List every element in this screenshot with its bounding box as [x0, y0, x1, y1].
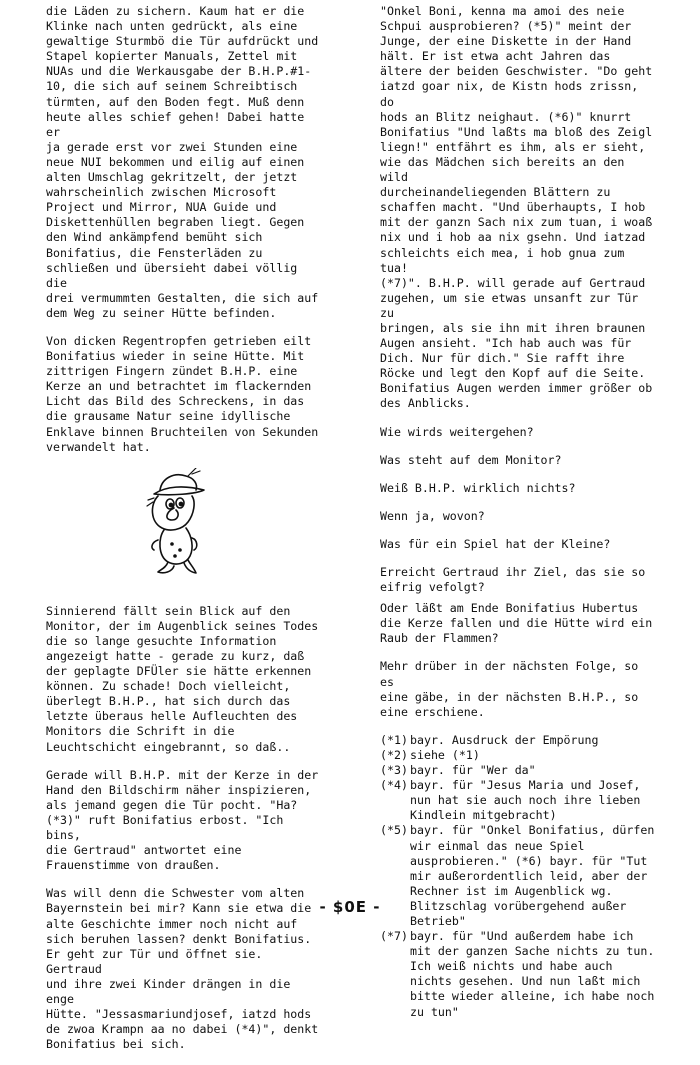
- left-paragraph-4: Gerade will B.H.P. mit der Kerze in der Hand den Bildschirm näher inspizieren, als jemand gegen die Tür pocht. "Ha? (*3)" ruft Bonifatius erbost. "Ich bins, die Gertraud" antwortet eine Frauenstimme von draußen.: [46, 767, 319, 873]
- footnote-mark: (*7): [380, 929, 408, 944]
- footnote-text: bayr. für "Onkel Bonifatius, dürfen wir einmal das neue Spiel ausprobieren." (*6) bayr. für "Tut mir außerordentlich leid, aber der Rechner ist im Augenblick wg. Blitzschlag vorübergehend außer Betrieb": [410, 823, 655, 928]
- footnote-text: bayr. für "Wer da": [410, 763, 536, 778]
- right-column: [380, 4, 656, 1020]
- question-6: Erreicht Gertraud ihr Ziel, das sie so eifrig vefolgt?: [380, 565, 646, 595]
- page-number: - $0E -: [319, 898, 381, 916]
- footnote-text: bayr. Ausdruck der Empörung: [410, 732, 599, 747]
- left-paragraph-5: Was will denn die Schwester vom alten Bayernstein bei mir? Kann sie etwa die alte Geschichte immer noch nicht auf sich beruhen lassen? denkt Bonifatius. Er geht zur Tür und öffnet sie. Gertraud und ihre zwei Kinder drängen in die enge Hütte. "Jessasmariundjosef, iatzd hods de zwoa Krampn aa no dabei (*4)", denkt Bonifatius bei sich.: [46, 886, 319, 1052]
- question-5: Was für ein Spiel hat der Kleine?: [380, 536, 611, 551]
- cartoon-figure-icon: [140, 468, 220, 580]
- footnotes: [380, 733, 656, 1020]
- footnote-mark: (*4): [380, 778, 408, 793]
- footnote-text: bayr. für "Und außerdem habe ich mit der ganzen Sache nichts zu tun. Ich weiß nichts und habe auch nichts gesehen. Und nun laßt mich bitte wieder alleine, ich habe noch zu tun": [410, 929, 655, 1019]
- footnote-mark: (*3): [380, 763, 408, 778]
- footnote: [380, 929, 656, 1020]
- cartoon-illustration: [46, 468, 322, 580]
- footnote: [380, 748, 656, 763]
- left-paragraph-1: die Läden zu sichern. Kaum hat er die Klinke nach unten gedrückt, als eine gewaltige Sturmbö die Tür aufdrückt und Stapel kopierter Manuals, Zettel mit NUAs und die Werkausgabe der B.H.P.#1- 10, die sich auf seinem Schreibtisch türmten, auf den Boden fegt. Muß denn heute alles schief gehen! Dabei hatte er ja gerade erst vor zwei Stunden eine neue NUI bekommen und eilig auf einen alten Umschlag gekritzelt, der jetzt wahrscheinlich zwischen Microsoft Project und Mirror, NUA Guide und Diskettenhüllen begraben liegt. Gegen den Wind ankämpfend bemüht sich Bonifatius, die Fensterläden zu schließen und übersieht dabei völlig die drei vermummten Gestalten, die sich auf dem Weg zu seiner Hütte befinden.: [46, 4, 319, 320]
- footnote: [380, 763, 656, 778]
- left-paragraph-3: Sinnierend fällt sein Blick auf den Monitor, der im Augenblick seines Todes die so lange gesuchte Information angezeigt hatte - gerade zu kurz, daß der geplagte DFÜler sie hätte erkennen können. Zu schade! Doch vielleicht, überlegt B.H.P., hat sich durch das letzte überaus helle Aufleuchten des Monitors die Schrift in die Leuchtschicht eingebrannt, so daß..: [46, 603, 319, 754]
- question-1: Wie wirds weitergehen?: [380, 424, 534, 439]
- footnote-mark: (*1): [380, 732, 408, 747]
- question-7: Oder läßt am Ende Bonifatius Hubertus die Kerze fallen und die Hütte wird ein Raub der Flammen?: [380, 601, 653, 646]
- footnote-text: siehe (*1): [410, 747, 480, 762]
- footnote: [380, 778, 656, 823]
- question-2: Was steht auf dem Monitor?: [380, 452, 562, 467]
- right-paragraph-1: "Onkel Boni, kenna ma amoi des neie Schpui ausprobieren? (*5)" meint der Junge, der eine Diskette in der Hand hält. Er ist etwa acht Jahren das ältere der beiden Geschwister. "Do geht iatzd goar nix, de Kistn hods zrissn, do hods an Blitz neighaut. (*6)" knurrt Bonifatius "Und laßts ma bloß des Zeigl liegn!" entfährt es ihm, als er sieht, wie das Mädchen sich bereits an den wild durcheinandeliegenden Blättern zu schaffen macht. "Und überhaupts, I hob mit der ganzn Sach nix zum tuan, i woaß nix und i hob aa nix gsehn. Und iatzad schleichts eich mea, i hob gnua zum tua! (*7)". B.H.P. will gerade auf Gertraud zugehen, um sie etwas unsanft zur Tür zu bringen, als sie ihn mit ihren braunen Augen ansieht. "Ich hab auch was für Dich. Nur für dich." Sie rafft ihre Röcke und legt den Kopf auf die Seite. Bonifatius Augen werden immer größer ob des Anblicks.: [380, 4, 653, 411]
- question-3: Weiß B.H.P. wirklich nichts?: [380, 480, 576, 495]
- footnote-text: bayr. für "Jesus Maria und Josef, nun hat sie auch noch ihre lieben Kindlein mitgebracht): [410, 778, 641, 823]
- question-4: Wenn ja, wovon?: [380, 508, 485, 523]
- footnote-mark: (*5): [380, 823, 408, 838]
- left-paragraph-2: Von dicken Regentropfen getrieben eilt Bonifatius wieder in seine Hütte. Mit zittrigen Fingern zündet B.H.P. eine Kerze an und betrachtet im flackernden Licht das Bild des Schreckens, in das die grausame Natur seine idyllische Enklave binnen Bruchteilen von Sekunden verwandelt hat.: [46, 333, 319, 454]
- closing-paragraph: Mehr drüber in der nächsten Folge, so es eine gäbe, in der nächsten B.H.P., so eine erschiene.: [380, 659, 639, 719]
- footnote: [380, 733, 656, 748]
- footnote-mark: (*2): [380, 747, 408, 762]
